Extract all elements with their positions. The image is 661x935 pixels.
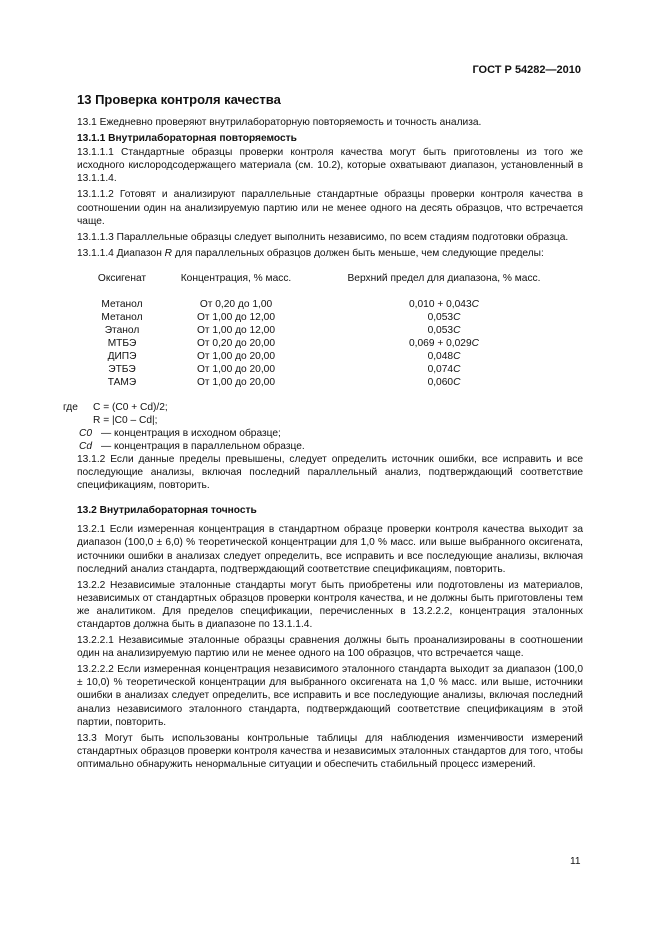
table-row — [77, 376, 583, 389]
formula-r: R = |C0 – Cd|; — [93, 414, 158, 426]
where-label: где — [63, 401, 78, 413]
table-row — [77, 324, 583, 337]
cell-oxygenate: МТБЭ — [107, 337, 137, 349]
paragraph-13-2-2-2: 13.2.2.2 Если измеренная концентрация независимого эталонного стандарта выходит за диапазон (100,0 ± 10,0) % теоретической концентрации для выбранного оксигената на 1,0 % масс. или выше, источники ошибки в анализах следует определить, все исправить и все последующие анализы, включая последний анализ независимого эталонного стандарта, подтверждающий соответствие спецификациям в этой партии, повторить. — [77, 664, 583, 728]
symbol-c: C — [471, 298, 479, 310]
cell-concentration: От 0,20 до 1,00 — [199, 298, 273, 310]
formula-legend — [63, 401, 583, 467]
paragraph-13-2-2: 13.2.2 Независимые эталонные стандарты могут быть приобретены или подготовлены из материалов, независимых от стандартных образцов проверки контроля качества, и не должны быть приготовлены тем же аналитиком. Для пределов спецификации, перечисленных в 13.2.2.2, концентрация эталонных стандартов должна быть в диапазоне по 13.1.1.4. — [77, 579, 583, 630]
paragraph-13-1-1-3: 13.1.1.3 Параллельные образцы следует выполнить независимо, по всем стадиям подготовки образца. — [77, 231, 569, 243]
cell-oxygenate: ЭТБЭ — [108, 363, 136, 375]
limit-value: 0,048 — [427, 350, 454, 362]
cell-concentration: От 1,00 до 12,00 — [196, 311, 275, 323]
section-13-title: 13 Проверка контроля качества — [77, 92, 281, 107]
cell-limit — [305, 350, 583, 363]
table-row — [77, 298, 583, 311]
paragraph-13-2-1: 13.2.1 Если измеренная концентрация в стандартном образце проверки контроля качества выходит за диапазон (100,0 ± 6,0) % теоретической концентрации для 1,0 % масс. или выше выбранного оксигената, источники ошибки в анализах следует определить, все исправить и все последующие анализы, включая последний анализ стандарта, подтверждающий соответствие спецификациям, повторить. — [77, 524, 583, 575]
symbol-c: C — [453, 350, 461, 362]
symbol-c: C — [471, 337, 479, 349]
table-row — [77, 350, 583, 363]
limit-value: 0,074 — [427, 363, 454, 375]
symbol-c: C — [453, 376, 461, 388]
definition-cd: — концентрация в параллельном образце. — [101, 440, 305, 452]
cell-oxygenate: Метанол — [101, 298, 143, 310]
column-header-concentration: Концентрация, % масс. — [180, 272, 292, 284]
paragraph-13-1-1-4 — [77, 247, 583, 260]
table-row — [77, 337, 583, 350]
table-row — [77, 363, 583, 376]
limit-value: 0,053 — [427, 311, 454, 323]
paragraph-13-1-2: 13.1.2 Если данные пределы превышены, следует определить источник ошибки, все исправить и все последующие анализы, включая последний параллельный анализ, подтверждающий соответствие спецификациям, повторить. — [77, 453, 583, 492]
cell-oxygenate: ДИПЭ — [107, 350, 137, 362]
heading-13-1-1: 13.1.1 Внутрилабораторная повторяемость — [77, 133, 297, 145]
cell-limit — [305, 298, 583, 311]
text-part: для параллельных образцов должен быть меньше, чем следующие пределы: — [172, 247, 544, 259]
limit-value: 0,010 + 0,043 — [409, 298, 472, 310]
column-header-oxygenate: Оксигенат — [97, 272, 147, 284]
paragraph-13-2-2-1: 13.2.2.1 Независимые эталонные образцы сравнения должны быть проанализированы в соотношении один на анализируемую партию или не менее одного на 100 образцов, что встречается чаще. — [77, 635, 583, 660]
limits-table — [77, 272, 583, 389]
page-number: 11 — [570, 856, 581, 867]
cell-oxygenate: Этанол — [104, 324, 140, 336]
table-header-row — [77, 272, 583, 298]
symbol-c: C — [453, 324, 461, 336]
cell-limit — [305, 363, 583, 376]
cell-concentration: От 1,00 до 12,00 — [196, 324, 275, 336]
column-header-upper-limit: Верхний предел для диапазона, % масс. — [347, 272, 541, 284]
limit-value: 0,053 — [427, 324, 454, 336]
symbol-cd: Cd — [79, 440, 93, 452]
section-13-2-title: 13.2 Внутрилабораторная точность — [77, 505, 257, 517]
symbol-c: C — [453, 311, 461, 323]
cell-concentration: От 1,00 до 20,00 — [196, 363, 275, 375]
symbol-r: R — [164, 247, 173, 259]
paragraph-13-1: 13.1 Ежедневно проверяют внутрилабораторную повторяемость и точность анализа. — [77, 117, 482, 128]
cell-concentration: От 1,00 до 20,00 — [196, 350, 275, 362]
cell-limit — [305, 311, 583, 324]
formula-c: C = (C0 + Cd)/2; — [93, 401, 168, 413]
table-row — [77, 311, 583, 324]
cell-oxygenate: ТАМЭ — [107, 376, 137, 388]
limit-value: 0,060 — [427, 376, 454, 388]
cell-limit — [305, 337, 583, 350]
cell-concentration: От 0,20 до 20,00 — [196, 337, 275, 349]
symbol-c0: C0 — [79, 427, 93, 439]
cell-oxygenate: Метанол — [101, 311, 143, 323]
text-part: 13.1.1.4 Диапазон — [77, 247, 165, 259]
cell-limit — [305, 324, 583, 337]
limit-value: 0,069 + 0,029 — [409, 337, 472, 349]
paragraph-13-1-1-2: 13.1.1.2 Готовят и анализируют параллельные стандартные образцы проверки контроля качества в соотношении один на анализируемую партию или не менее одного на десять образцов, что встречается чаще. — [77, 189, 583, 227]
cell-concentration: От 1,00 до 20,00 — [196, 376, 275, 388]
paragraph-13-3: 13.3 Могут быть использованы контрольные таблицы для наблюдения изменчивости измерений стандартных образцов проверки контроля качества и независимых эталонных стандартов для того, чтобы оптимально обнаружить ненормальные ситуации и обеспечить стабильный процесс измерений. — [77, 732, 583, 770]
page-content — [63, 92, 583, 774]
document-code: ГОСТ Р 54282—2010 — [472, 64, 581, 76]
paragraph-13-1-1-1: 13.1.1.1 Стандартные образцы проверки контроля качества могут быть приготовлены из того же исходного кислородсодержащего материала (см. 10.2), которые охватывают диапазон, установленный в 13.1.1.4. — [77, 147, 583, 185]
symbol-c: C — [453, 363, 461, 375]
definition-c0: — концентрация в исходном образце; — [101, 427, 281, 439]
cell-limit — [305, 376, 583, 389]
